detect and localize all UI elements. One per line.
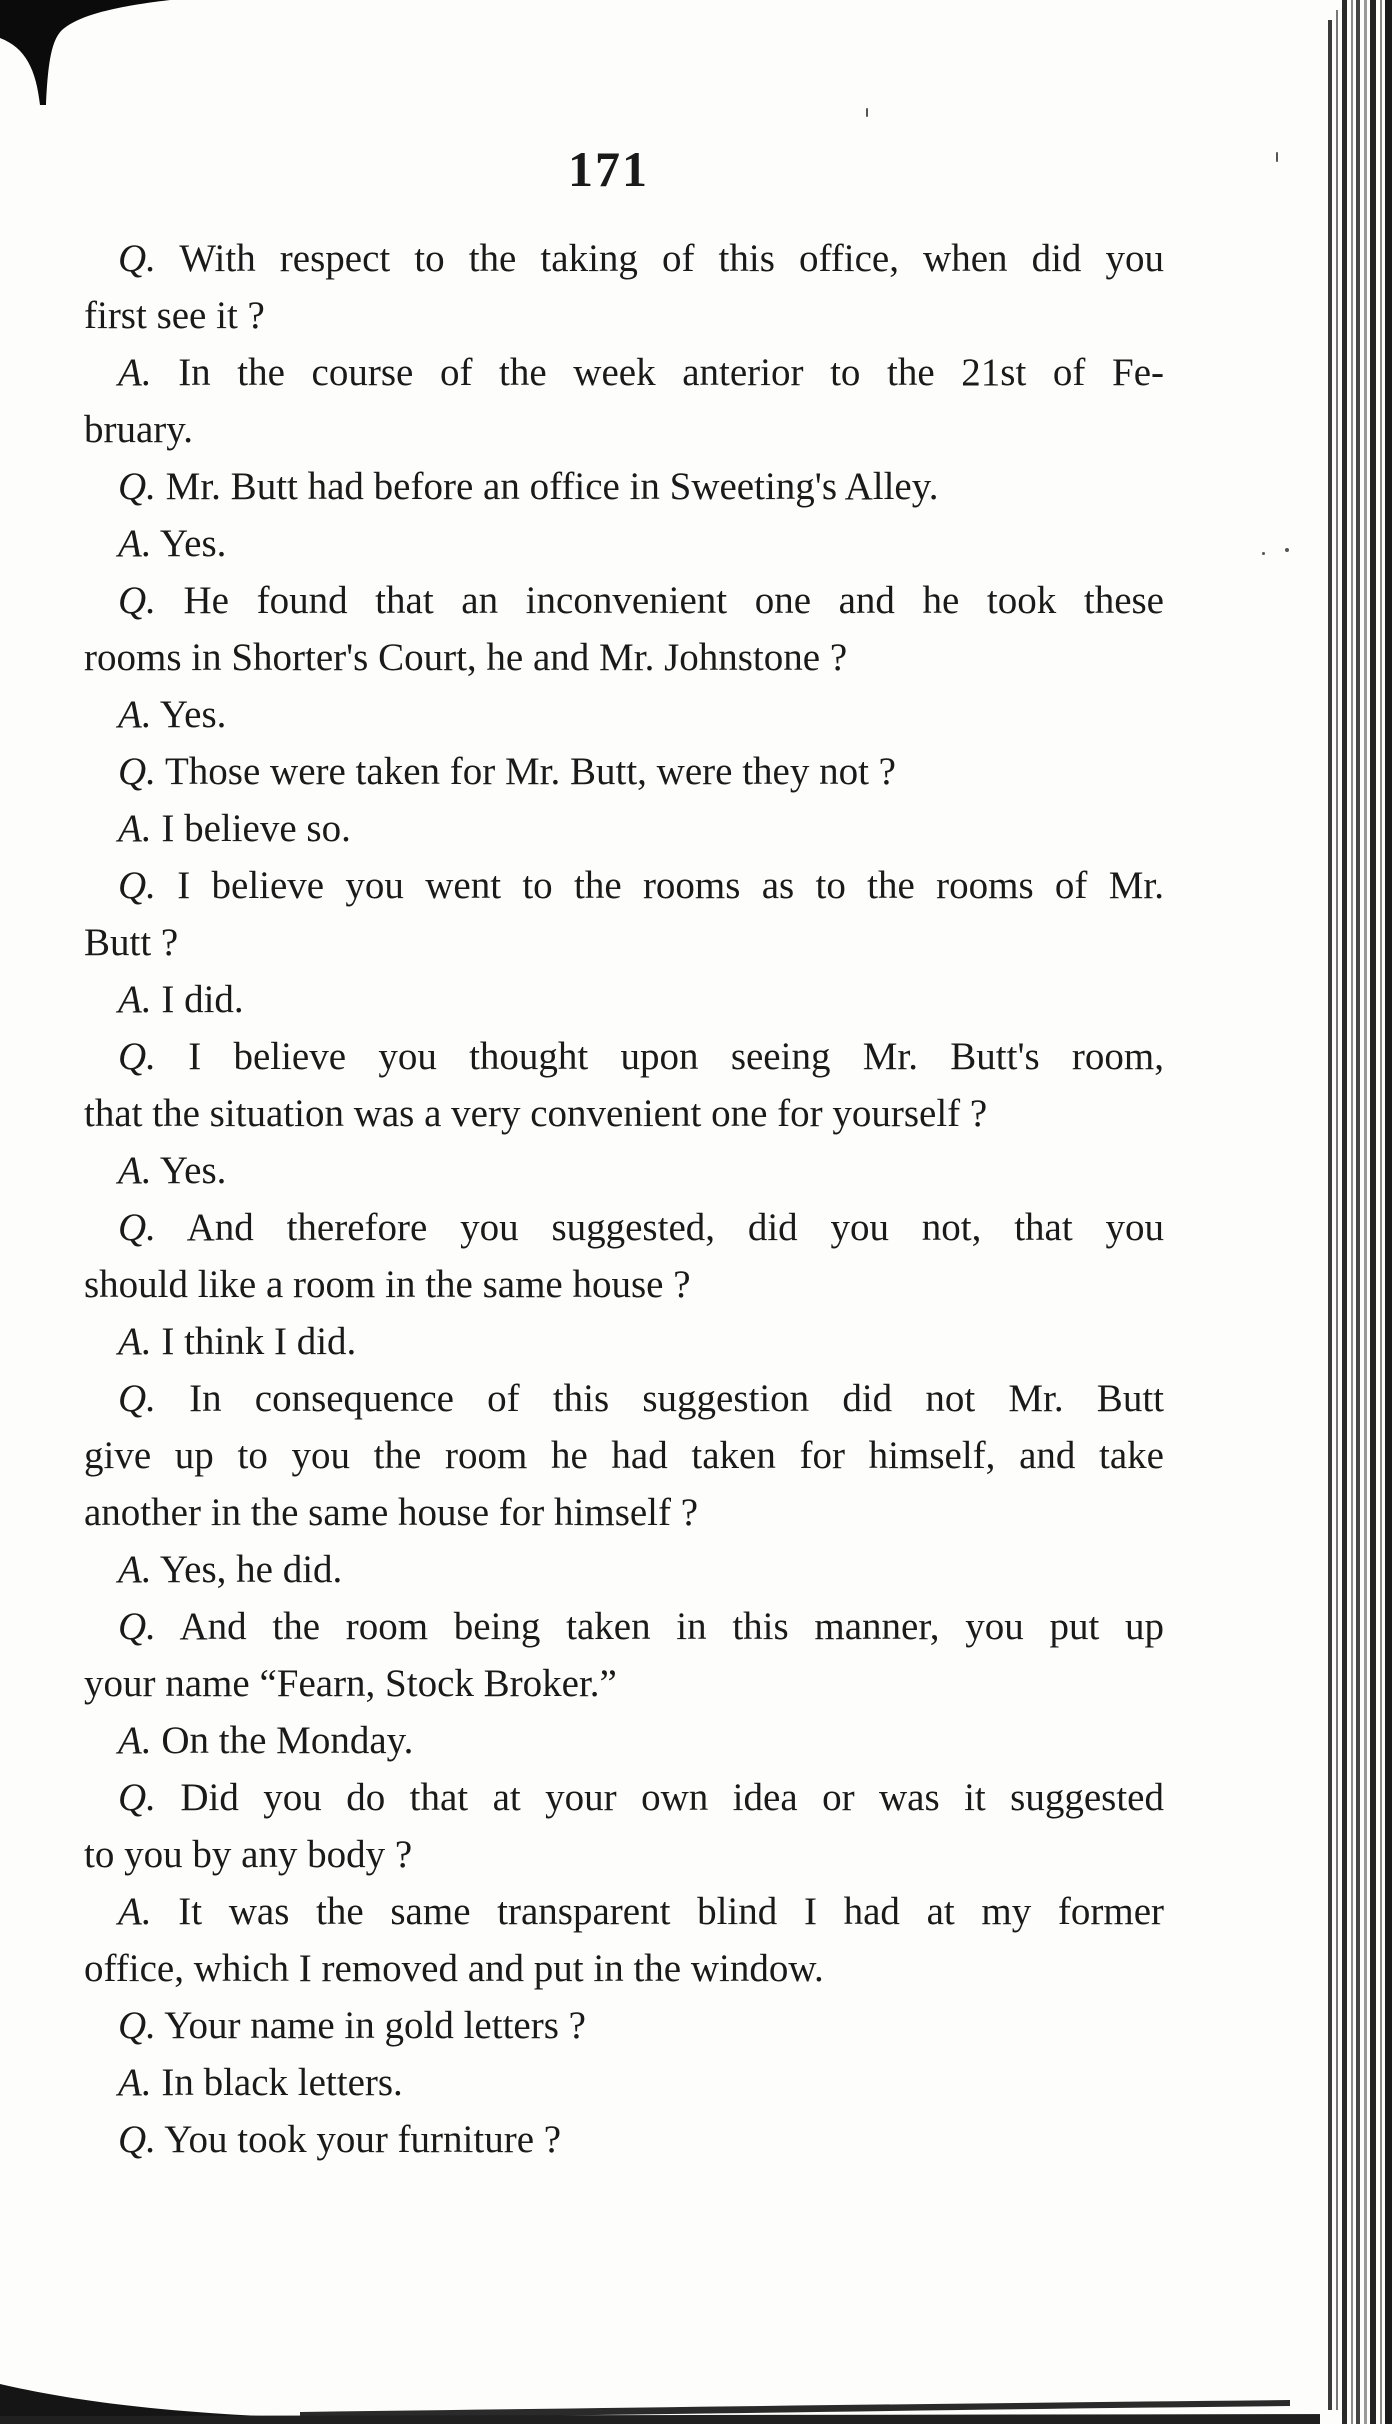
transcript-line <box>84 1142 1164 1199</box>
transcript-line <box>84 1370 1164 1427</box>
transcript-line <box>84 230 1164 287</box>
transcript-line <box>84 1028 1164 1085</box>
transcript-body <box>84 230 1164 2168</box>
speaker-label: Q. <box>118 864 156 907</box>
scan-speck <box>1262 552 1265 555</box>
speaker-label: A. <box>118 807 152 850</box>
line-text: In the course of the week anterior to the 21st of Fe- <box>151 351 1164 394</box>
speaker-label: A. <box>118 1149 152 1192</box>
line-text: He found that an inconvenient one and he took these <box>155 579 1164 622</box>
speaker-label: Q. <box>118 1776 156 1819</box>
transcript-line <box>84 2054 1164 2111</box>
line-text: Yes, he did. <box>151 1548 343 1591</box>
line-text: Yes. <box>151 693 227 736</box>
line-text: I did. <box>151 978 244 1021</box>
line-text: Yes. <box>151 1149 227 1192</box>
line-text: On the Monday. <box>151 1719 414 1762</box>
transcript-line <box>84 1313 1164 1370</box>
speaker-label: Q. <box>118 750 156 793</box>
line-text: With respect to the taking of this office, when did you <box>155 237 1164 280</box>
transcript-line <box>84 1598 1164 1655</box>
line-text: Those were taken for Mr. Butt, were they not ? <box>155 750 896 793</box>
transcript-line <box>84 1484 1164 1541</box>
right-binding-edge <box>1320 0 1392 2424</box>
top-left-scan-shadow <box>0 0 180 110</box>
transcript-line <box>84 1541 1164 1598</box>
line-text: bruary. <box>84 408 194 451</box>
transcript-line <box>84 344 1164 401</box>
line-text: In black letters. <box>151 2061 403 2104</box>
speaker-label: A. <box>118 522 152 565</box>
line-text: Your name in gold letters ? <box>155 2004 586 2047</box>
line-text: And the room being taken in this manner, you put up <box>155 1605 1164 1648</box>
transcript-line <box>84 1826 1164 1883</box>
line-text: Yes. <box>151 522 227 565</box>
speaker-label: A. <box>118 693 152 736</box>
speaker-label: Q. <box>118 2004 156 2047</box>
line-text: I think I did. <box>151 1320 357 1363</box>
speaker-label: A. <box>118 1890 152 1933</box>
transcript-line <box>84 287 1164 344</box>
transcript-line <box>84 800 1164 857</box>
line-text: office, which I removed and put in the window. <box>84 1947 824 1990</box>
transcript-line <box>84 2111 1164 2168</box>
transcript-line <box>84 1997 1164 2054</box>
line-text: I believe you went to the rooms as to the rooms of Mr. <box>155 864 1164 907</box>
speaker-label: Q. <box>118 2118 156 2161</box>
line-text: It was the same transparent blind I had at my former <box>151 1890 1164 1933</box>
transcript-line <box>84 1940 1164 1997</box>
transcript-line <box>84 515 1164 572</box>
transcript-line <box>84 971 1164 1028</box>
line-text: And therefore you suggested, did you not, that you <box>155 1206 1164 1249</box>
transcript-line <box>84 1085 1164 1142</box>
line-text: Mr. Butt had before an office in Sweeting's Alley. <box>155 465 939 508</box>
transcript-line <box>84 629 1164 686</box>
scan-speck <box>1276 152 1278 162</box>
speaker-label: A. <box>118 1320 152 1363</box>
line-text: first see it ? <box>84 294 265 337</box>
speaker-label: Q. <box>118 465 156 508</box>
speaker-label: A. <box>118 978 152 1021</box>
transcript-line <box>84 1712 1164 1769</box>
line-text: I believe so. <box>151 807 351 850</box>
speaker-label: Q. <box>118 1377 156 1420</box>
speaker-label: A. <box>118 1719 152 1762</box>
speaker-label: Q. <box>118 1605 156 1648</box>
line-text: Did you do that at your own idea or was it suggested <box>155 1776 1164 1819</box>
line-text: give up to you the room he had taken for himself, and take <box>84 1434 1164 1477</box>
transcript-line <box>84 1427 1164 1484</box>
transcript-line <box>84 401 1164 458</box>
transcript-line <box>84 1769 1164 1826</box>
scan-speck <box>1285 548 1289 552</box>
transcript-line <box>84 572 1164 629</box>
transcript-line <box>84 458 1164 515</box>
line-text: rooms in Shorter's Court, he and Mr. Johnstone ? <box>84 636 848 679</box>
line-text: another in the same house for himself ? <box>84 1491 699 1534</box>
speaker-label: Q. <box>118 1035 156 1078</box>
speaker-label: Q. <box>118 579 156 622</box>
line-text: that the situation was a very convenient one for yourself ? <box>84 1092 988 1135</box>
line-text: You took your furniture ? <box>155 2118 562 2161</box>
transcript-line <box>84 1199 1164 1256</box>
transcript-line <box>84 914 1164 971</box>
bottom-scan-shadow <box>0 2354 1392 2424</box>
line-text: your name “Fearn, Stock Broker.” <box>84 1662 617 1705</box>
transcript-line <box>84 743 1164 800</box>
line-text: I believe you thought upon seeing Mr. Butt's room, <box>155 1035 1164 1078</box>
page-number: 171 <box>568 141 649 197</box>
speaker-label: A. <box>118 2061 152 2104</box>
line-text: In consequence of this suggestion did not Mr. Butt <box>155 1377 1164 1420</box>
speaker-label: Q. <box>118 1206 156 1249</box>
speaker-label: Q. <box>118 237 156 280</box>
transcript-line <box>84 1256 1164 1313</box>
line-text: to you by any body ? <box>84 1833 413 1876</box>
transcript-line <box>84 857 1164 914</box>
speaker-label: A. <box>118 351 152 394</box>
transcript-line <box>84 1655 1164 1712</box>
line-text: Butt ? <box>84 921 179 964</box>
line-text: should like a room in the same house ? <box>84 1263 691 1306</box>
speaker-label: A. <box>118 1548 152 1591</box>
transcript-line <box>84 1883 1164 1940</box>
scan-speck <box>866 108 868 117</box>
transcript-line <box>84 686 1164 743</box>
